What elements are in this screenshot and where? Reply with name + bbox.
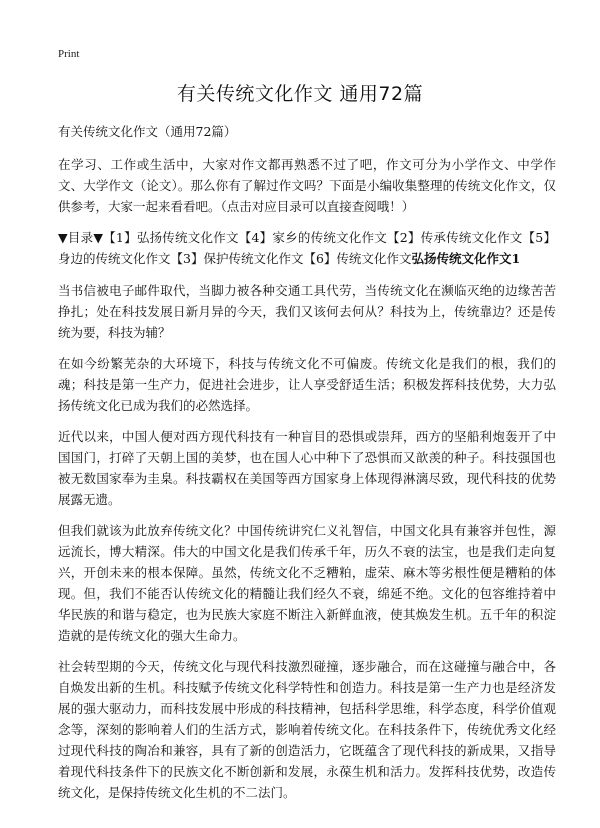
toc-item-5[interactable]: 【5】身边的传统文化作文 — [58, 230, 556, 266]
toc-prefix: ▼目录▼ — [58, 230, 104, 245]
print-label[interactable]: Print — [58, 48, 80, 60]
toc-item-3[interactable]: 【3】保护传统文化作文 — [170, 251, 304, 266]
intro-paragraph: 在学习、工作或生活中，大家对作文都再熟悉不过了吧，作文可分为小学作文、中学作文、大学作文（论文）。那么你有了解过作文吗？下面是小编收集整理的传统文化作文，仅供参考，大家一起来看看吧。（点击对应目录可以直接查阅哦！） — [58, 157, 556, 214]
body-paragraph-2: 在如今纷繁芜杂的大环境下，科技与传统文化不可偏废。传统文化是我们的根，我们的魂；科技是第一生产力，促进社会进步，让人享受舒适生活；积极发挥科技优势，大力弘扬传统文化已成为我们的必然选择。 — [58, 356, 556, 413]
toc-item-4[interactable]: 【4】家乡的传统文化作文 — [238, 230, 387, 245]
body-paragraph-1: 当书信被电子邮件取代，当脚力被各种交通工具代劳，当传统文化在濒临灭绝的边缘苦苦挣扎；处在科技发展日新月异的今天，我们又该何去何从？科技为上，传统靠边？还是传统为要，科技为辅？ — [58, 283, 556, 340]
section-heading: 弘扬传统文化作文1 — [411, 251, 521, 266]
document-body — [58, 121, 556, 813]
subtitle: 有关传统文化作文（通用72篇） — [58, 124, 237, 139]
table-of-contents — [58, 227, 556, 269]
page-title: 有关传统文化作文 通用72篇 — [176, 83, 424, 105]
toc-item-1[interactable]: 【1】弘扬传统文化作文 — [103, 230, 239, 245]
toc-item-6[interactable]: 【6】传统文化作文 — [303, 251, 412, 266]
toc-item-2[interactable]: 【2】传承传统文化作文 — [387, 230, 523, 245]
body-paragraph-4: 但我们就该为此放弃传统文化？中国传统讲究仁义礼智信，中国文化具有兼容并包性，源远流长，博大精深。伟大的中国文化是我们传承千年，历久不衰的法宝，也是我们走向复兴，开创未来的根本保障。虽然，传统文化不乏糟粕，虚荣、麻木等劣根性便是糟粕的体现。但，我们不能否认传统文化的精髓让我们经久不衰，绵延不绝。文化的包容维持着中华民族的和谐与稳定，也为民族大家庭不断注入新鲜血液，使其焕发生机。五千年的积淀造就的是传统文化的强大生命力。 — [58, 523, 556, 643]
body-paragraph-3: 近代以来，中国人便对西方现代科技有一种盲目的恐惧或崇拜，西方的坚船利炮轰开了中国国门，打碎了天朝上国的美梦，也在国人心中种下了恐惧而又歆羡的种子。科技强国也被无数国家奉为圭臬。科技霸权在美国等西方国家身上体现得淋漓尽致，现代科技的优势展露无遗。 — [58, 429, 556, 507]
body-paragraph-5: 社会转型期的今天，传统文化与现代科技激烈碰撞，逐步融合，而在这碰撞与融合中，各自焕发出新的生机。科技赋予传统文化科学特性和创造力。科技是第一生产力也是经济发展的强大驱动力，而科技发展中形成的科技精神，包括科学思维，科学态度，科学价值观念等，深刻的影响着人们的生活方式，影响着传统文化。在科技条件下，传统优秀文化经过现代科技的陶冶和兼容，具有了新的创造活力，它既蕴含了现代科技的新成果，又指导着现代科技条件下的民族文化不断创新和发展，永葆生机和活力。发挥科技优势，改造传统文化，是保持传统文化生机的不二法门。 — [58, 659, 556, 800]
